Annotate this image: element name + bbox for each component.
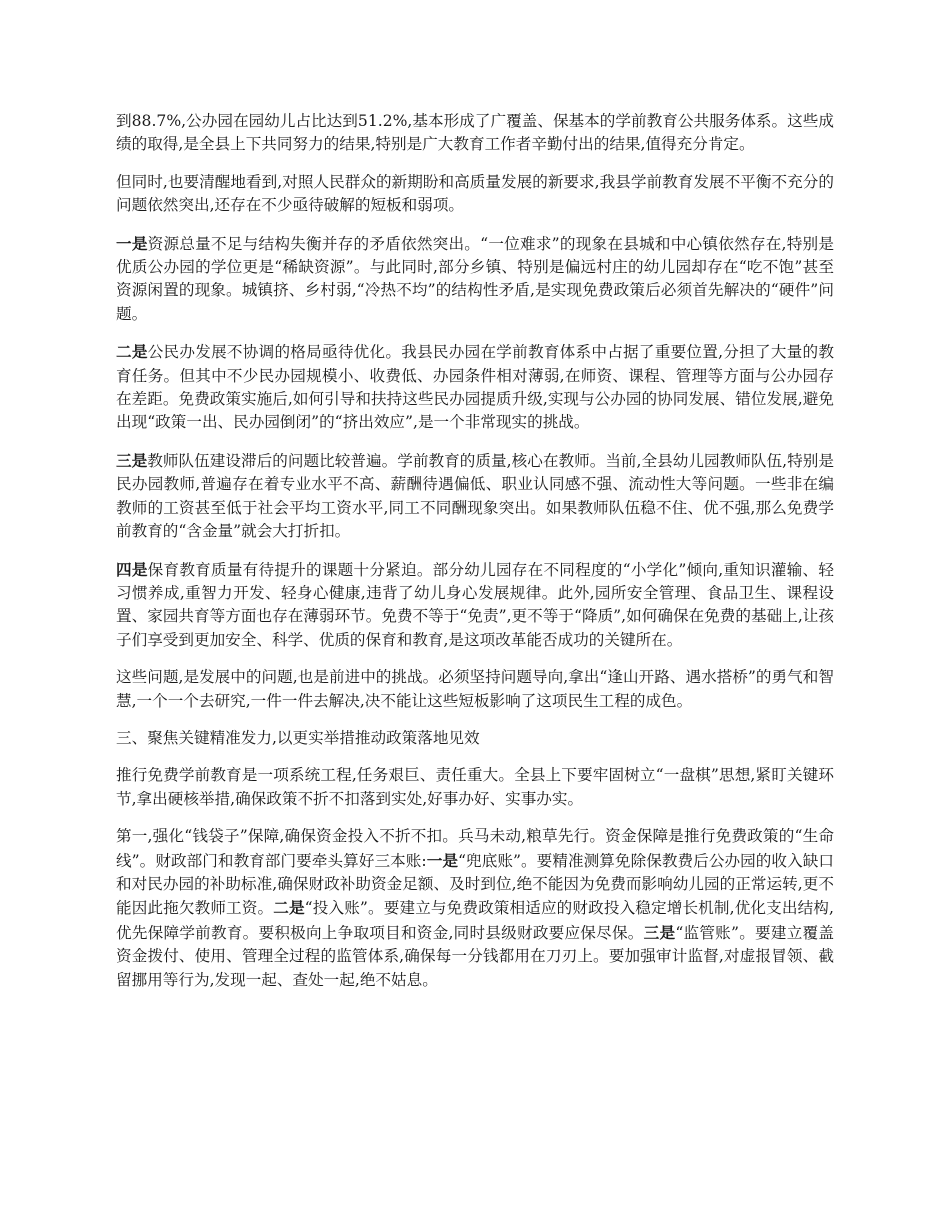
paragraph-10-text-a: 第一,强化“钱袋子”保障,确保资金投入不折不扣。兵马未动,粮草先行。资金保障是推行免费政策的“生命线”。财政部门和教育部门要牵头算好三本账: <box>116 827 834 870</box>
paragraph-1-text: 到88.7%,公办园在园幼儿占比达到51.2%,基本形成了广覆盖、保基本的学前教育公共服务体系。这些成绩的取得,是全县上下共同努力的结果,特别是广大教育工作者辛勤付出的结果,值得充分肯定。 <box>116 112 834 154</box>
paragraph-2 <box>116 171 834 218</box>
document-page <box>116 110 834 1006</box>
paragraph-10 <box>116 825 834 992</box>
paragraph-4-lead: 二是 <box>116 342 148 362</box>
paragraph-7 <box>116 666 834 713</box>
paragraph-10-text-d: “监管账”。要建立覆盖资金拨付、使用、管理全过程的监管体系,确保每一分钱都用在刀刃上。要加强审计监督,对虚报冒领、截留挪用等行为,发现一起、查处一起,绝不姑息。 <box>116 923 834 989</box>
paragraph-7-text: 这些问题,是发展中的问题,也是前进中的挑战。必须坚持问题导向,拿出“逢山开路、遇水搭桥”的勇气和智慧,一个一个去研究,一件一件去解决,决不能让这些短板影响了这项民生工程的成色。 <box>116 668 834 710</box>
paragraph-1 <box>116 110 834 157</box>
paragraph-10-text-b: “兜底账”。要精准测算免除保教费后公办园的收入缺口和对民办园的补助标准,确保财政补助资金足额、及时到位,绝不能因为免费而影响幼儿园的正常运转,更不能因此拖欠教师工资。 <box>116 851 834 918</box>
section-heading-text: 三、聚焦关键精准发力,以更实举措推动政策落地见效 <box>116 728 480 747</box>
paragraph-5 <box>116 449 834 544</box>
paragraph-10-text-c: “投入账”。要建立与免费政策相适应的财政投入稳定增长机制,优化支出结构,优先保障学前教育。要积极向上争取项目和资金,同时县级财政要应保尽保。 <box>116 899 834 942</box>
paragraph-6 <box>116 558 834 653</box>
paragraph-10-lead-2: 二是 <box>273 898 305 918</box>
paragraph-3 <box>116 232 834 327</box>
paragraph-5-text: 教师队伍建设滞后的问题比较普遍。学前教育的质量,核心在教师。当前,全县幼儿园教师队伍,特别是民办园教师,普遍存在着专业水平不高、薪酬待遇偏低、职业认同感不强、流动性大等问题。一些非在编教师的工资甚至低于社会平均工资水平,同工不同酬现象突出。如果教师队伍稳不住、优不强,那么免费学前教育的“含金量”就会大打折扣。 <box>116 451 834 541</box>
paragraph-5-lead: 三是 <box>116 450 148 470</box>
paragraph-10-lead-1: 一是 <box>426 850 459 870</box>
paragraph-6-lead: 四是 <box>116 559 148 579</box>
paragraph-3-text: 资源总量不足与结构失衡并存的矛盾依然突出。“一位难求”的现象在县城和中心镇依然存在,特别是优质公办园的学位更是“稀缺资源”。与此同时,部分乡镇、特别是偏远村庄的幼儿园却存在“吃不饱”甚至资源闲置的现象。城镇挤、乡村弱,“冷热不均”的结构性矛盾,是实现免费政策后必须首先解决的“硬件”问题。 <box>116 234 834 323</box>
paragraph-6-text: 保育教育质量有待提升的课题十分紧迫。部分幼儿园存在不同程度的“小学化”倾向,重知识灌输、轻习惯养成,重智力开发、轻身心健康,违背了幼儿身心发展规律。此外,园所安全管理、食品卫生、课程设置、家园共育等方面也存在薄弱环节。免费不等于“免责”,更不等于“降质”,如何确保在免费的基础上,让孩子们享受到更加安全、科学、优质的保育和教育,是这项改革能否成功的关键所在。 <box>116 560 834 649</box>
paragraph-3-lead: 一是 <box>116 233 148 253</box>
paragraph-2-text: 但同时,也要清醒地看到,对照人民群众的新期盼和高质量发展的新要求,我县学前教育发展不平衡不充分的问题依然突出,还存在不少亟待破解的短板和弱项。 <box>116 172 834 215</box>
section-heading <box>116 727 834 750</box>
paragraph-9 <box>116 764 834 811</box>
paragraph-4-text: 公民办发展不协调的格局亟待优化。我县民办园在学前教育体系中占据了重要位置,分担了大量的教育任务。但其中不少民办园规模小、收费低、办园条件相对薄弱,在师资、课程、管理等方面与公办园存在差距。免费政策实施后,如何引导和扶持这些民办园提质升级,实现与公办园的协同发展、错位发展,避免出现“政策一出、民办园倒闭”的“挤出效应”,是一个非常现实的挑战。 <box>116 343 834 432</box>
paragraph-9-text: 推行免费学前教育是一项系统工程,任务艰巨、责任重大。全县上下要牢固树立“一盘棋”思想,紧盯关键环节,拿出硬核举措,确保政策不折不扣落到实处,好事办好、实事办实。 <box>116 766 834 808</box>
paragraph-4 <box>116 340 834 435</box>
paragraph-10-lead-3: 三是 <box>643 922 676 942</box>
